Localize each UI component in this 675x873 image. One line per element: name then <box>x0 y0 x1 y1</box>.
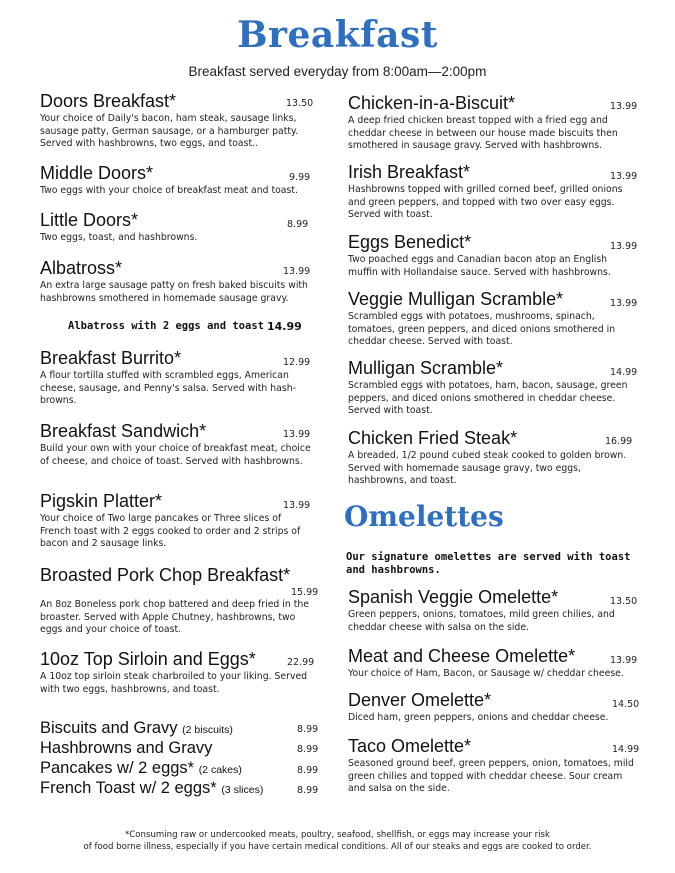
item-name: Eggs Benedict* <box>348 232 472 252</box>
item-name: 10oz Top Sirloin and Eggs* <box>40 649 256 669</box>
item-description: Your choice of Two large pancakes or Three slices of French toast with 2 eggs cooked to order and 2 strips of bacon and 2 sausage links. <box>40 513 301 550</box>
menu-item-chicken-in-a-biscuit <box>348 93 638 153</box>
item-price: 9.99 <box>289 172 311 183</box>
menu-item-meat-and-cheese-omelette <box>348 646 638 681</box>
food-safety-disclaimer <box>0 829 675 853</box>
item-name: Spanish Veggie Omelette* <box>348 587 559 607</box>
disclaimer-line-2: of food borne illness, especially if you have certain medical conditions. All of our steaks and eggs are cooked to order. <box>83 842 592 852</box>
item-name: Veggie Mulligan Scramble* <box>348 289 564 309</box>
menu-title: Breakfast <box>237 14 438 56</box>
item-price: 22.99 <box>287 657 315 668</box>
side-french-toast <box>40 779 263 798</box>
side-hashbrowns-and-gravy <box>40 739 212 758</box>
item-price: 13.99 <box>610 171 638 182</box>
item-price: 13.99 <box>283 500 311 511</box>
item-price: 13.99 <box>610 298 638 309</box>
item-name: Chicken-in-a-Biscuit* <box>348 93 516 113</box>
item-price: 14.99 <box>612 744 640 755</box>
menu-item-albatross <box>40 258 312 305</box>
item-name: Little Doors* <box>40 210 139 230</box>
item-description: Diced ham, green peppers, onions and cheddar cheese. <box>348 712 609 723</box>
item-name: Taco Omelette* <box>348 736 472 756</box>
item-price: 13.50 <box>610 596 638 607</box>
item-name: Breakfast Burrito* <box>40 348 182 368</box>
albatross-special-price: 14.99 <box>267 320 302 333</box>
side-price: 8.99 <box>297 724 319 735</box>
item-price: 16.99 <box>605 436 633 447</box>
item-description: Build your own with your choice of breakfast meat, choice of cheese, and choice of toast. Served with hashbrowns. <box>40 443 311 467</box>
item-name: Irish Breakfast* <box>348 162 471 182</box>
side-note: (3 slices) <box>221 784 264 796</box>
menu-item-spanish-veggie-omelette <box>348 587 638 634</box>
item-name: Albatross* <box>40 258 123 278</box>
item-price: 13.99 <box>610 655 638 666</box>
side-name: Pancakes w/ 2 eggs* <box>40 759 195 777</box>
menu-item-denver-omelette <box>348 690 638 725</box>
item-price: 14.99 <box>610 367 638 378</box>
side-note: (2 cakes) <box>198 764 242 776</box>
menu-subtitle: Breakfast served everyday from 8:00am—2:00pm <box>188 64 487 79</box>
menu-item-top-sirloin <box>40 649 315 696</box>
item-description: Scrambled eggs with potatoes, ham, bacon, sausage, green peppers, and diced onions smothered in cheddar cheese. Served with toast. <box>348 380 628 417</box>
menu-item-doors-breakfast <box>40 91 312 151</box>
item-name: Broasted Pork Chop Breakfast* <box>40 565 291 585</box>
item-description: A flour tortilla stuffed with scrambled eggs, American cheese, sausage, and Penny's salsa. Served with hash-browns. <box>40 370 296 407</box>
item-price: 13.99 <box>610 101 638 112</box>
item-price: 13.99 <box>283 429 311 440</box>
item-description: Two poached eggs and Canadian bacon atop an English muffin with Hollandaise sauce. Served with hashbrowns. <box>348 254 611 278</box>
item-description: Scrambled eggs with potatoes, mushrooms, spinach, tomatoes, green peppers, and diced onions smothered in cheddar cheese. Served with toast. <box>348 311 616 348</box>
item-price: 13.99 <box>610 241 638 252</box>
item-price: 13.99 <box>283 266 311 277</box>
item-name: Mulligan Scramble* <box>348 358 504 378</box>
side-name: Biscuits and Gravy <box>40 719 178 737</box>
item-name: Middle Doors* <box>40 163 154 183</box>
menu-item-broasted-pork-chop <box>40 565 318 637</box>
menu-item-breakfast-burrito <box>40 348 322 408</box>
side-pancakes <box>40 759 242 778</box>
item-description: Two eggs, toast, and hashbrowns. <box>40 232 198 243</box>
item-description: Green peppers, onions, tomatoes, mild green chilies, and cheddar cheese with salsa on the side. <box>348 609 615 633</box>
item-name: Breakfast Sandwich* <box>40 421 207 441</box>
item-name: Denver Omelette* <box>348 690 492 710</box>
item-description: A 10oz top sirloin steak charbroiled to your liking. Served with two eggs, hashbrowns, and toast. <box>40 671 308 695</box>
item-description: Your choice of Daily's bacon, ham steak, sausage links, sausage patty, German sausage, or a hamburger patty. Served with hashbrowns, two eggs, and toast.. <box>40 113 299 150</box>
item-price: 12.99 <box>283 357 311 368</box>
menu-item-chicken-fried-steak <box>348 428 638 488</box>
menu-item-breakfast-sandwich <box>40 421 312 468</box>
item-description: An 8oz Boneless pork chop battered and deep fried in the broaster. Served with Apple Chutney, hashbrowns, two eggs and your choice of toast. <box>40 599 309 636</box>
item-name: Meat and Cheese Omelette* <box>348 646 576 666</box>
item-name: Pigskin Platter* <box>40 491 163 511</box>
item-description: Hashbrowns topped with grilled corned beef, grilled onions and green peppers, and topped with two over easy eggs. Served with toast. <box>348 184 623 221</box>
item-price: 14.50 <box>612 699 640 710</box>
item-description: An extra large sausage patty on fresh baked biscuits with hashbrowns smothered in homemade sausage gravy. <box>40 280 308 304</box>
side-price: 8.99 <box>297 785 319 796</box>
omelettes-note: Our signature omelettes are served with toast and hashbrowns. <box>346 551 631 576</box>
side-price: 8.99 <box>297 765 319 776</box>
item-price: 8.99 <box>287 219 309 230</box>
menu-item-middle-doors <box>40 163 320 198</box>
item-description: A deep fried chicken breast topped with a fried egg and cheddar cheese in between our house made biscuits then smothered in sausage gravy. Served with hashbrowns. <box>348 115 618 152</box>
side-biscuits-and-gravy <box>40 719 233 738</box>
side-note: (2 biscuits) <box>182 724 233 736</box>
item-price: 15.99 <box>291 587 319 598</box>
item-description: Seasoned ground beef, green peppers, onion, tomatoes, mild green chilies and topped with cheddar cheese. Sour cream and salsa on the side. <box>348 758 634 795</box>
side-name: French Toast w/ 2 eggs* <box>40 779 217 797</box>
omelettes-heading: Omelettes <box>344 500 504 533</box>
menu-item-eggs-benedict <box>348 232 638 279</box>
item-name: Doors Breakfast* <box>40 91 177 111</box>
menu-item-little-doors <box>40 210 312 245</box>
side-price: 8.99 <box>297 744 319 755</box>
side-name: Hashbrowns and Gravy <box>40 739 213 757</box>
menu-item-irish-breakfast <box>348 162 638 222</box>
menu-item-taco-omelette <box>348 736 638 796</box>
albatross-special-label: Albatross with 2 eggs and toast <box>68 320 264 332</box>
item-price: 13.50 <box>286 98 314 109</box>
disclaimer-line-1: *Consuming raw or undercooked meats, poultry, seafood, shellfish, or eggs may increase your risk <box>124 830 551 840</box>
item-description: Your choice of Ham, Bacon, or Sausage w/ cheddar cheese. <box>348 668 624 679</box>
item-description: A breaded, 1/2 pound cubed steak cooked to golden brown. Served with homemade sausage gravy, two eggs, hashbrowns, and toast. <box>348 450 627 487</box>
item-name: Chicken Fried Steak* <box>348 428 518 448</box>
menu-item-mulligan-scramble <box>348 358 638 418</box>
item-description: Two eggs with your choice of breakfast meat and toast. <box>40 185 298 196</box>
menu-item-pigskin-platter <box>40 491 312 551</box>
menu-item-veggie-mulligan-scramble <box>348 289 638 349</box>
